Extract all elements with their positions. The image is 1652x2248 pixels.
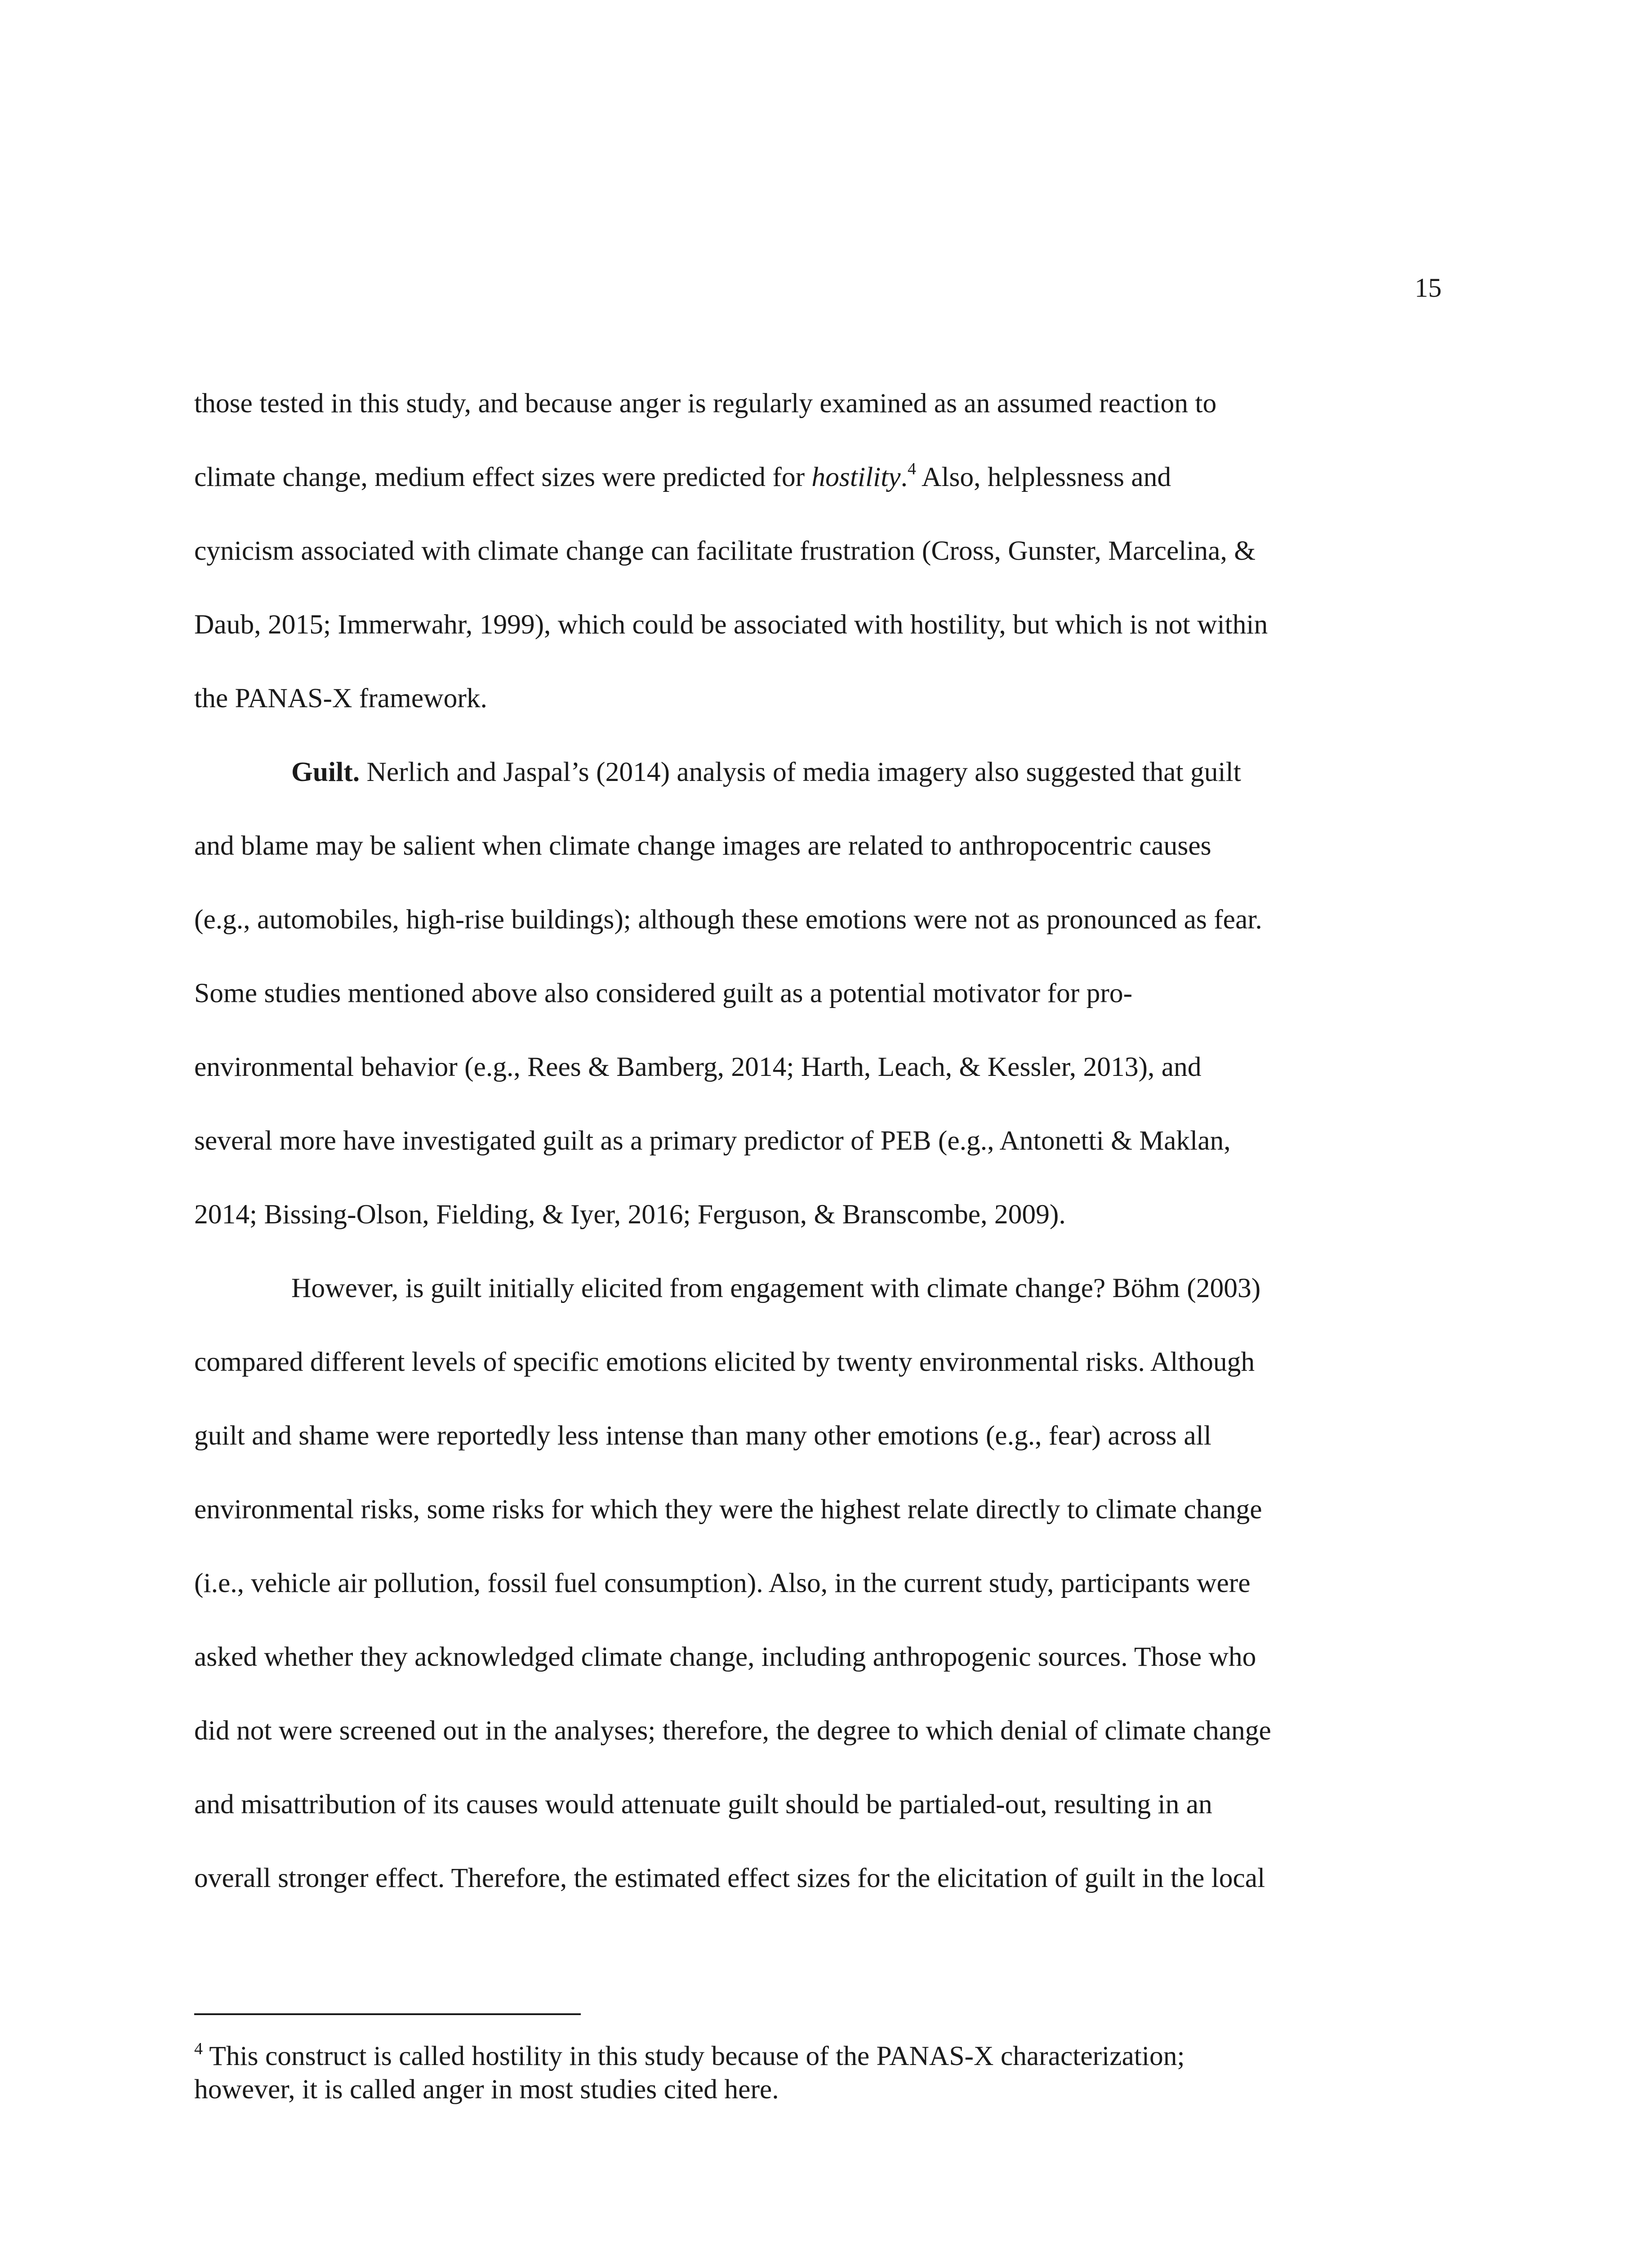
text-line: and blame may be salient when climate change images are related to anthropocentric causes xyxy=(194,830,1211,861)
body-text xyxy=(194,366,1458,1915)
text-segment: This construct is called hostility in this study because of the PANAS-X characterization; xyxy=(203,2041,1185,2071)
text-line: compared different levels of specific emotions elicited by twenty environmental risks. Although xyxy=(194,1347,1255,1377)
section-heading: Guilt. xyxy=(291,757,360,787)
text-line: environmental behavior (e.g., Rees & Bamberg, 2014; Harth, Leach, & Kessler, 2013), and xyxy=(194,1052,1202,1082)
text-line: several more have investigated guilt as a primary predictor of PEB (e.g., Antonetti & Maklan, xyxy=(194,1125,1231,1156)
text-line: overall stronger effect. Therefore, the estimated effect sizes for the elicitation of guilt in the local xyxy=(194,1863,1265,1893)
text-line: and misattribution of its causes would attenuate guilt should be partialed-out, resulting in an xyxy=(194,1789,1212,1820)
footnote xyxy=(194,2039,1458,2106)
text-line: asked whether they acknowledged climate change, including anthropogenic sources. Those who xyxy=(194,1641,1256,1672)
text-line: cynicism associated with climate change can facilitate frustration (Cross, Gunster, Marcelina, & xyxy=(194,535,1256,566)
text-line: (e.g., automobiles, high-rise buildings); although these emotions were not as pronounced as fear. xyxy=(194,904,1262,935)
footnote-divider xyxy=(194,2013,581,2015)
text-line: 2014; Bissing-Olson, Fielding, & Iyer, 2016; Ferguson, & Branscombe, 2009). xyxy=(194,1199,1066,1230)
text-line: However, is guilt initially elicited from engagement with climate change? Böhm (2003) xyxy=(291,1273,1261,1303)
text-line: (i.e., vehicle air pollution, fossil fuel consumption). Also, in the current study, participants were xyxy=(194,1568,1251,1598)
text-line: the PANAS-X framework. xyxy=(194,683,487,714)
page-number: 15 xyxy=(1415,273,1442,303)
footnote-line xyxy=(194,2039,1458,2073)
text-segment: climate change, medium effect sizes were predicted for xyxy=(194,462,812,492)
footnote-line: however, it is called anger in most studies cited here. xyxy=(194,2074,779,2105)
text-segment: . xyxy=(900,462,908,492)
text-line: environmental risks, some risks for which they were the highest relate directly to climate change xyxy=(194,1494,1262,1525)
footnote-reference[interactable]: 4 xyxy=(907,459,916,478)
footnote-marker: 4 xyxy=(194,2039,203,2058)
text-line: Some studies mentioned above also considered guilt as a potential motivator for pro- xyxy=(194,978,1133,1008)
text-segment: Also, helplessness and xyxy=(916,462,1171,492)
text-line: did not were screened out in the analyses; therefore, the degree to which denial of climate change xyxy=(194,1715,1271,1746)
text-line xyxy=(194,440,1458,514)
text-line xyxy=(194,735,1458,809)
text-segment: Nerlich and Jaspal’s (2014) analysis of media imagery also suggested that guilt xyxy=(360,757,1241,787)
text-line: guilt and shame were reportedly less intense than many other emotions (e.g., fear) across all xyxy=(194,1420,1211,1451)
text-line: those tested in this study, and because anger is regularly examined as an assumed reaction to xyxy=(194,388,1217,419)
italic-term: hostility xyxy=(811,462,901,492)
text-line: Daub, 2015; Immerwahr, 1999), which could be associated with hostility, but which is not within xyxy=(194,609,1268,640)
